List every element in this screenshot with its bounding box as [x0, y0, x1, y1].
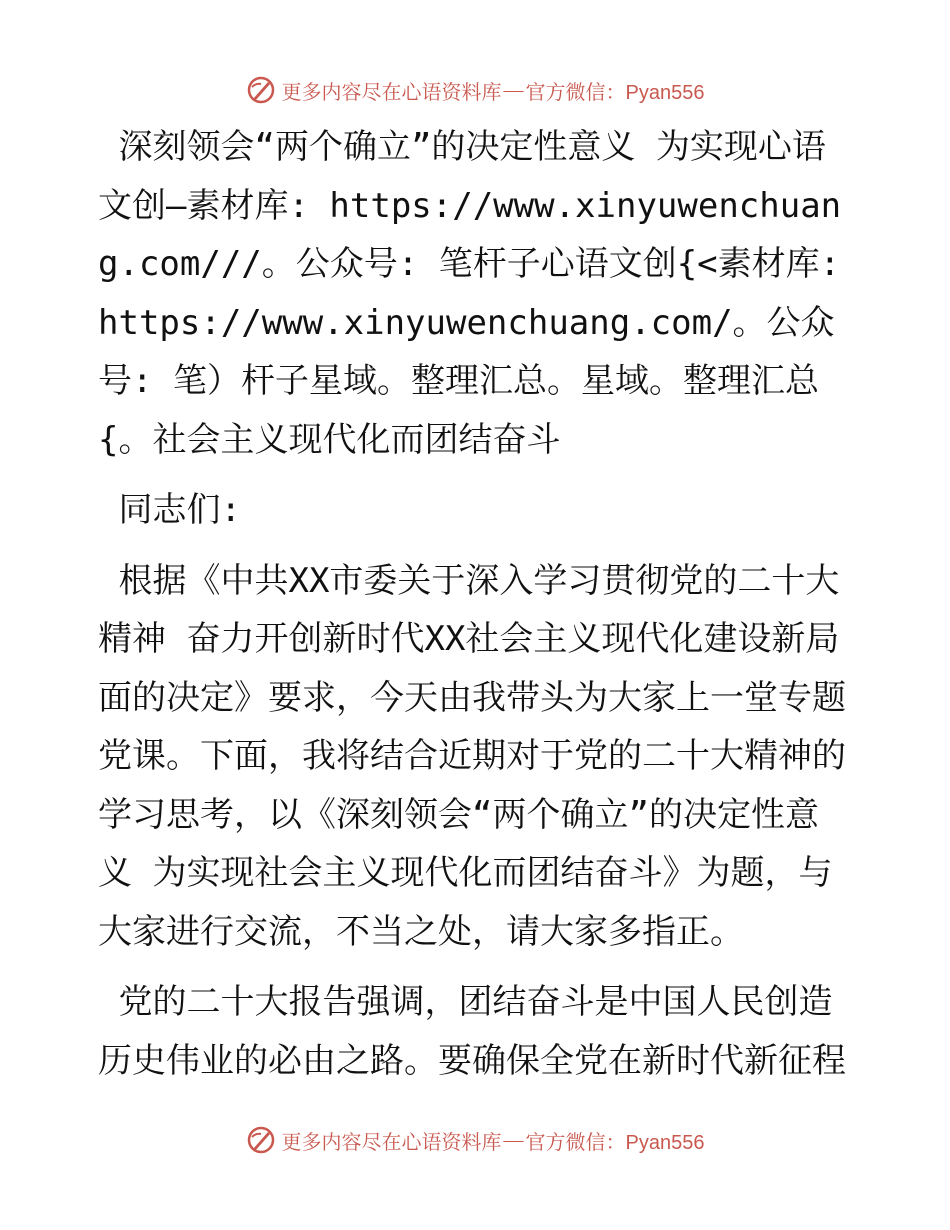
watermark-wechat: 官方微信：Pyan556 — [525, 81, 705, 104]
quill-pen-logo-icon — [246, 1125, 276, 1155]
watermark-separator: — — [503, 1128, 524, 1151]
paragraph-title: 深刻领会“两个确立”的决定性意义 为实现心语文创—素材库: https://www.xinyuwenchuang.com///。公众号: 笔杆子心语文创{<素材库: https://www.xinyuwenchuang.com/。公众号: 笔）杆子星域。整理汇总。星域。整理汇总{。社会主义现代化而团结奋斗 — [98, 127, 861, 460]
watermark-wechat: 官方微信：Pyan556 — [525, 1131, 705, 1154]
document-body — [98, 118, 861, 1102]
watermark-text: 更多内容尽在心语资料库 — [281, 81, 502, 104]
watermark-footer — [0, 1120, 950, 1160]
watermark-header — [0, 70, 950, 110]
paragraph-salutation: 同志们: — [98, 490, 241, 530]
paragraph-intro: 根据《中共XX市委关于深入学习贯彻党的二十大精神 奋力开创新时代XX社会主义现代化建设新局面的决定》要求，今天由我带头为大家上一堂专题党课。下面，我将结合近期对于党的二十大精神的学习思考，以《深刻领会“两个确立”的决定性意义 为实现社会主义现代化而团结奋斗》为题，与大家进行交流，不当之处，请大家多指正。 — [98, 560, 846, 952]
watermark-separator: — — [503, 78, 524, 101]
quill-pen-logo-icon — [246, 75, 276, 105]
paragraph-body: 党的二十大报告强调，团结奋斗是中国人民创造历史伟业的必由之路。要确保全党在新时代新征程 — [98, 982, 846, 1081]
watermark-text: 更多内容尽在心语资料库 — [281, 1131, 502, 1154]
